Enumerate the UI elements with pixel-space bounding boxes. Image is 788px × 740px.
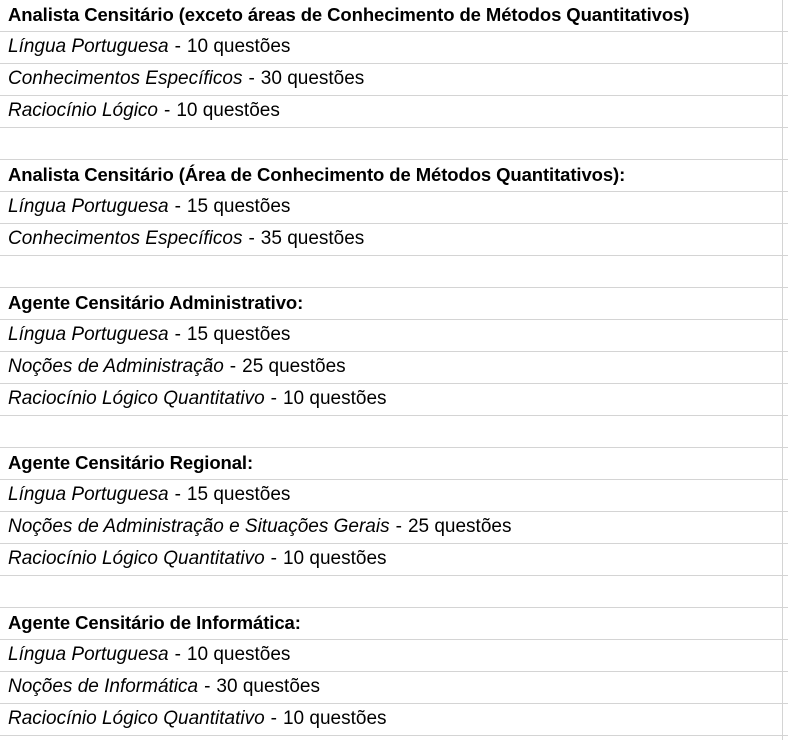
subject-name: Raciocínio Lógico Quantitativo: [8, 388, 265, 409]
sheet-row-blank: [0, 576, 788, 608]
question-count: 10 questões: [282, 388, 387, 409]
separator: -: [174, 644, 181, 665]
separator: -: [270, 708, 277, 729]
sheet-row: [0, 32, 788, 64]
cell-section-header[interactable]: Analista Censitário (Área de Conhecimento de Métodos Quantitativos):: [8, 164, 626, 185]
subject-name: Noções de Administração: [8, 356, 224, 377]
separator: -: [163, 100, 171, 121]
sheet-row-blank: [0, 416, 788, 448]
cell-section-header[interactable]: Agente Censitário Administrativo:: [8, 292, 304, 313]
cell-subject-entry[interactable]: [0, 32, 782, 63]
separator: -: [204, 676, 211, 697]
cell-subject-entry[interactable]: [0, 480, 782, 511]
question-count: 10 questões: [186, 36, 291, 57]
cell-empty[interactable]: [0, 576, 782, 607]
sheet-row-blank: [0, 256, 788, 288]
subject-name: Noções de Administração e Situações Gerais: [8, 516, 390, 537]
cell-subject-entry[interactable]: [0, 224, 782, 255]
cell-subject-entry[interactable]: [0, 640, 782, 671]
sheet-row: [0, 640, 788, 672]
cell-empty[interactable]: [0, 128, 782, 159]
subject-name: Língua Portuguesa: [8, 644, 169, 665]
cell-subject-entry[interactable]: [0, 192, 782, 223]
question-count: 35 questões: [260, 228, 365, 249]
question-count: 15 questões: [186, 324, 291, 345]
separator: -: [395, 516, 402, 537]
question-count: 15 questões: [186, 484, 291, 505]
separator: -: [229, 356, 237, 377]
question-count: 10 questões: [282, 708, 387, 729]
cell-section-header[interactable]: Agente Censitário de Informática:: [8, 612, 301, 633]
sheet-row: [0, 320, 788, 352]
separator: -: [248, 228, 255, 249]
subject-name: Raciocínio Lógico Quantitativo: [8, 548, 265, 569]
cell-section-header[interactable]: Analista Censitário (exceto áreas de Conhecimento de Métodos Quantitativos): [8, 4, 690, 25]
separator: -: [174, 36, 181, 57]
separator: -: [270, 548, 277, 569]
sheet-row-header: [0, 608, 788, 640]
subject-name: Língua Portuguesa: [8, 484, 169, 505]
cell-subject-entry[interactable]: [0, 672, 782, 703]
subject-name: Língua Portuguesa: [8, 324, 169, 345]
question-count: 10 questões: [282, 548, 387, 569]
cell-subject-entry[interactable]: [0, 64, 782, 95]
question-count: 10 questões: [176, 100, 280, 121]
cell-subject-entry[interactable]: [0, 320, 782, 351]
sheet-row: [0, 672, 788, 704]
question-count: 25 questões: [407, 516, 512, 537]
subject-name: Noções de Informática: [8, 676, 199, 697]
cell-subject-entry[interactable]: [0, 352, 782, 383]
cell-empty[interactable]: [0, 256, 782, 287]
sheet-row: [0, 512, 788, 544]
sheet-row-header: [0, 160, 788, 192]
sheet-row: [0, 384, 788, 416]
sheet-row: [0, 192, 788, 224]
sheet-row: [0, 352, 788, 384]
sheet-row-header: [0, 288, 788, 320]
sheet-row: [0, 480, 788, 512]
cell-subject-entry[interactable]: [0, 544, 782, 575]
sheet-row: [0, 544, 788, 576]
cell-subject-entry[interactable]: [0, 704, 782, 735]
sheet-row-header: [0, 448, 788, 480]
sheet-row-header: [0, 0, 788, 32]
sheet-row-blank: [0, 128, 788, 160]
sheet-row: [0, 704, 788, 736]
subject-name: Língua Portuguesa: [8, 196, 169, 217]
separator: -: [174, 196, 181, 217]
separator: -: [248, 68, 255, 89]
sheet-row: [0, 224, 788, 256]
sheet-row: [0, 64, 788, 96]
subject-name: Conhecimentos Específicos: [8, 228, 243, 249]
subject-name: Raciocínio Lógico: [8, 100, 158, 121]
question-count: 30 questões: [216, 676, 320, 697]
cell-subject-entry[interactable]: [0, 96, 782, 127]
question-count: 10 questões: [186, 644, 291, 665]
cell-empty[interactable]: [0, 416, 782, 447]
subject-name: Língua Portuguesa: [8, 36, 169, 57]
separator: -: [174, 324, 181, 345]
subject-name: Raciocínio Lógico Quantitativo: [8, 708, 265, 729]
question-count: 15 questões: [186, 196, 291, 217]
question-count: 30 questões: [260, 68, 365, 89]
cell-section-header[interactable]: Agente Censitário Regional:: [8, 452, 254, 473]
sheet-row: [0, 96, 788, 128]
subject-name: Conhecimentos Específicos: [8, 68, 243, 89]
separator: -: [174, 484, 181, 505]
question-count: 25 questões: [242, 356, 346, 377]
cell-subject-entry[interactable]: [0, 384, 782, 415]
separator: -: [270, 388, 277, 409]
cell-subject-entry[interactable]: [0, 512, 782, 543]
